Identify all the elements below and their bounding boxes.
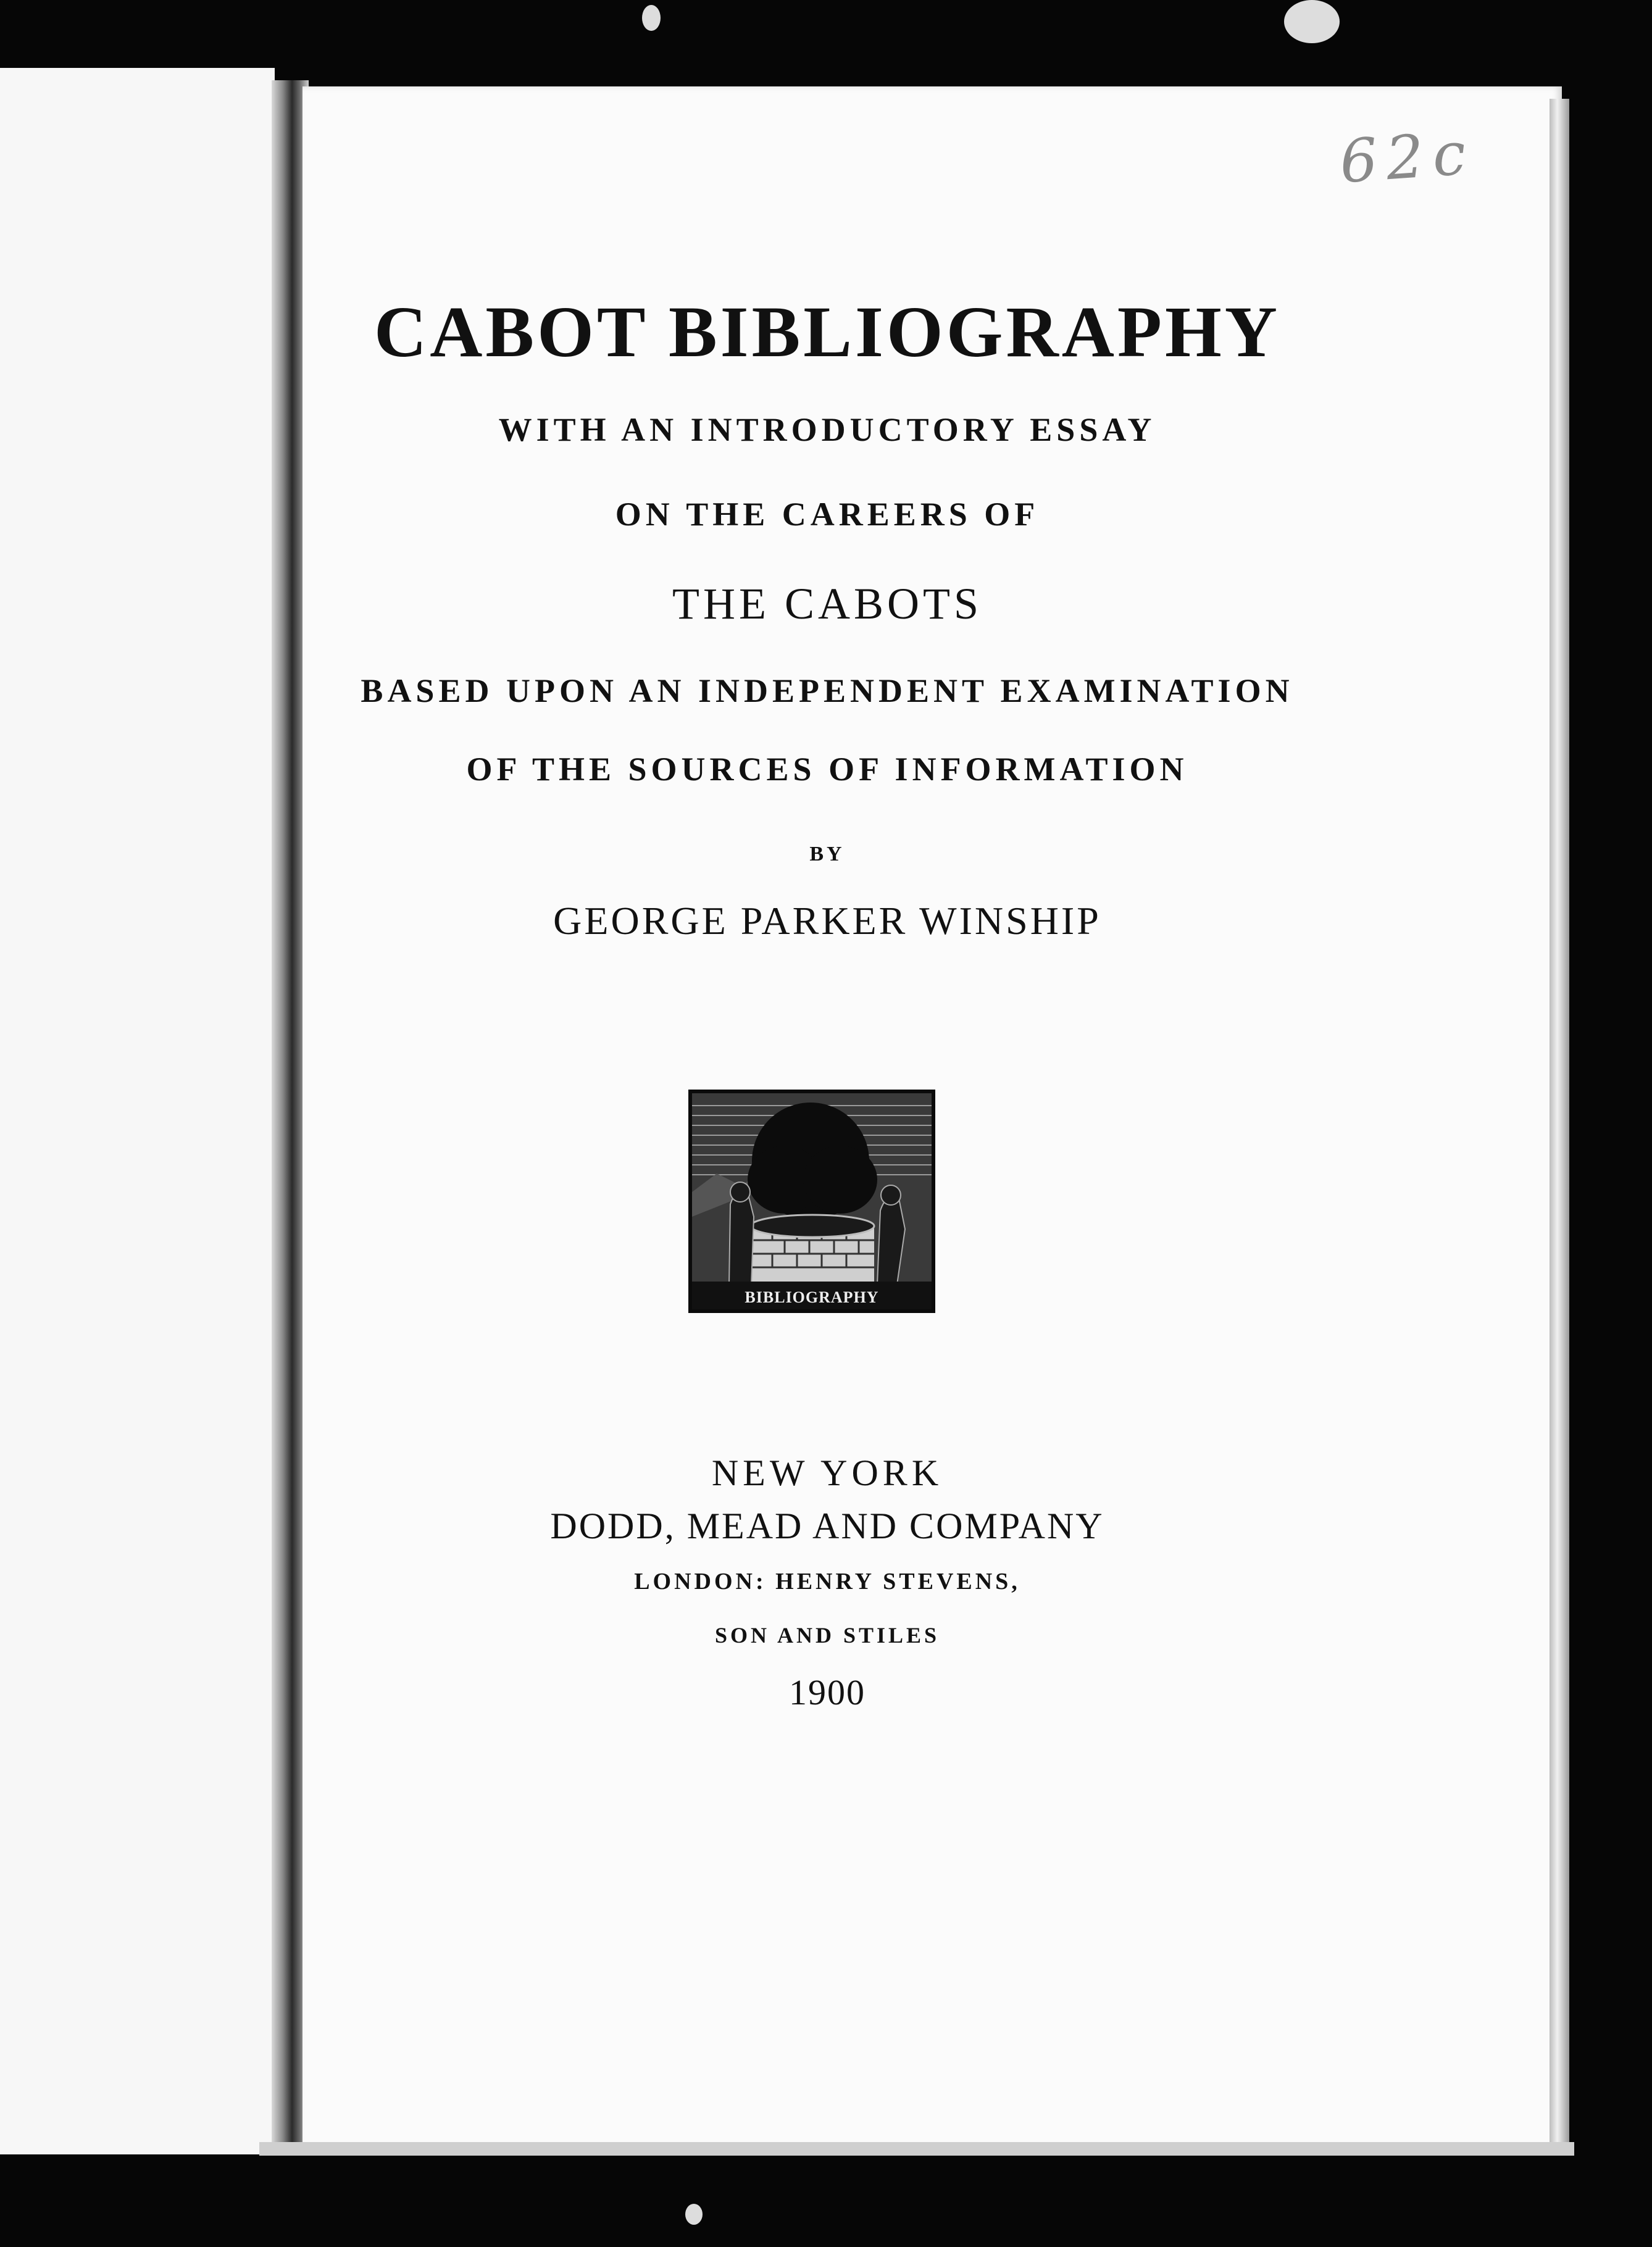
imprint-london-agent: LONDON: HENRY STEVENS,	[634, 1569, 1020, 1595]
page-edge	[1550, 99, 1569, 2142]
page-bottom-edge	[259, 2142, 1574, 2156]
subtitle-line-2: ON THE CAREERS OF	[615, 496, 1040, 533]
subtitle-line-1: WITH AN INTRODUCTORY ESSAY	[498, 411, 1156, 448]
scan-speck	[1284, 0, 1340, 43]
imprint-year: 1900	[789, 1672, 866, 1712]
imprint-city: NEW YORK	[711, 1453, 943, 1493]
well-woodcut-icon	[692, 1093, 932, 1309]
scan-speck	[642, 5, 661, 31]
book-title: CABOT BIBLIOGRAPHY	[373, 291, 1281, 372]
handwritten-shelfmark: 62c	[1337, 118, 1477, 197]
subtitle-line-3: THE CABOTS	[672, 579, 983, 628]
imprint-london-agent-cont: SON AND STILES	[714, 1623, 940, 1648]
device-caption: BIBLIOGRAPHY	[745, 1288, 879, 1306]
imprint-publisher: DODD, MEAD AND COMPANY	[550, 1506, 1104, 1546]
scan-speck	[685, 2204, 703, 2225]
subtitle-line-4: BASED UPON AN INDEPENDENT EXAMINATION	[361, 672, 1294, 709]
printers-device	[688, 1090, 935, 1313]
subtitle-line-5: OF THE SOURCES OF INFORMATION	[466, 751, 1188, 788]
facing-blank-page	[0, 68, 275, 2154]
author-name: GEORGE PARKER WINSHIP	[553, 899, 1101, 943]
byline: BY	[809, 843, 845, 865]
